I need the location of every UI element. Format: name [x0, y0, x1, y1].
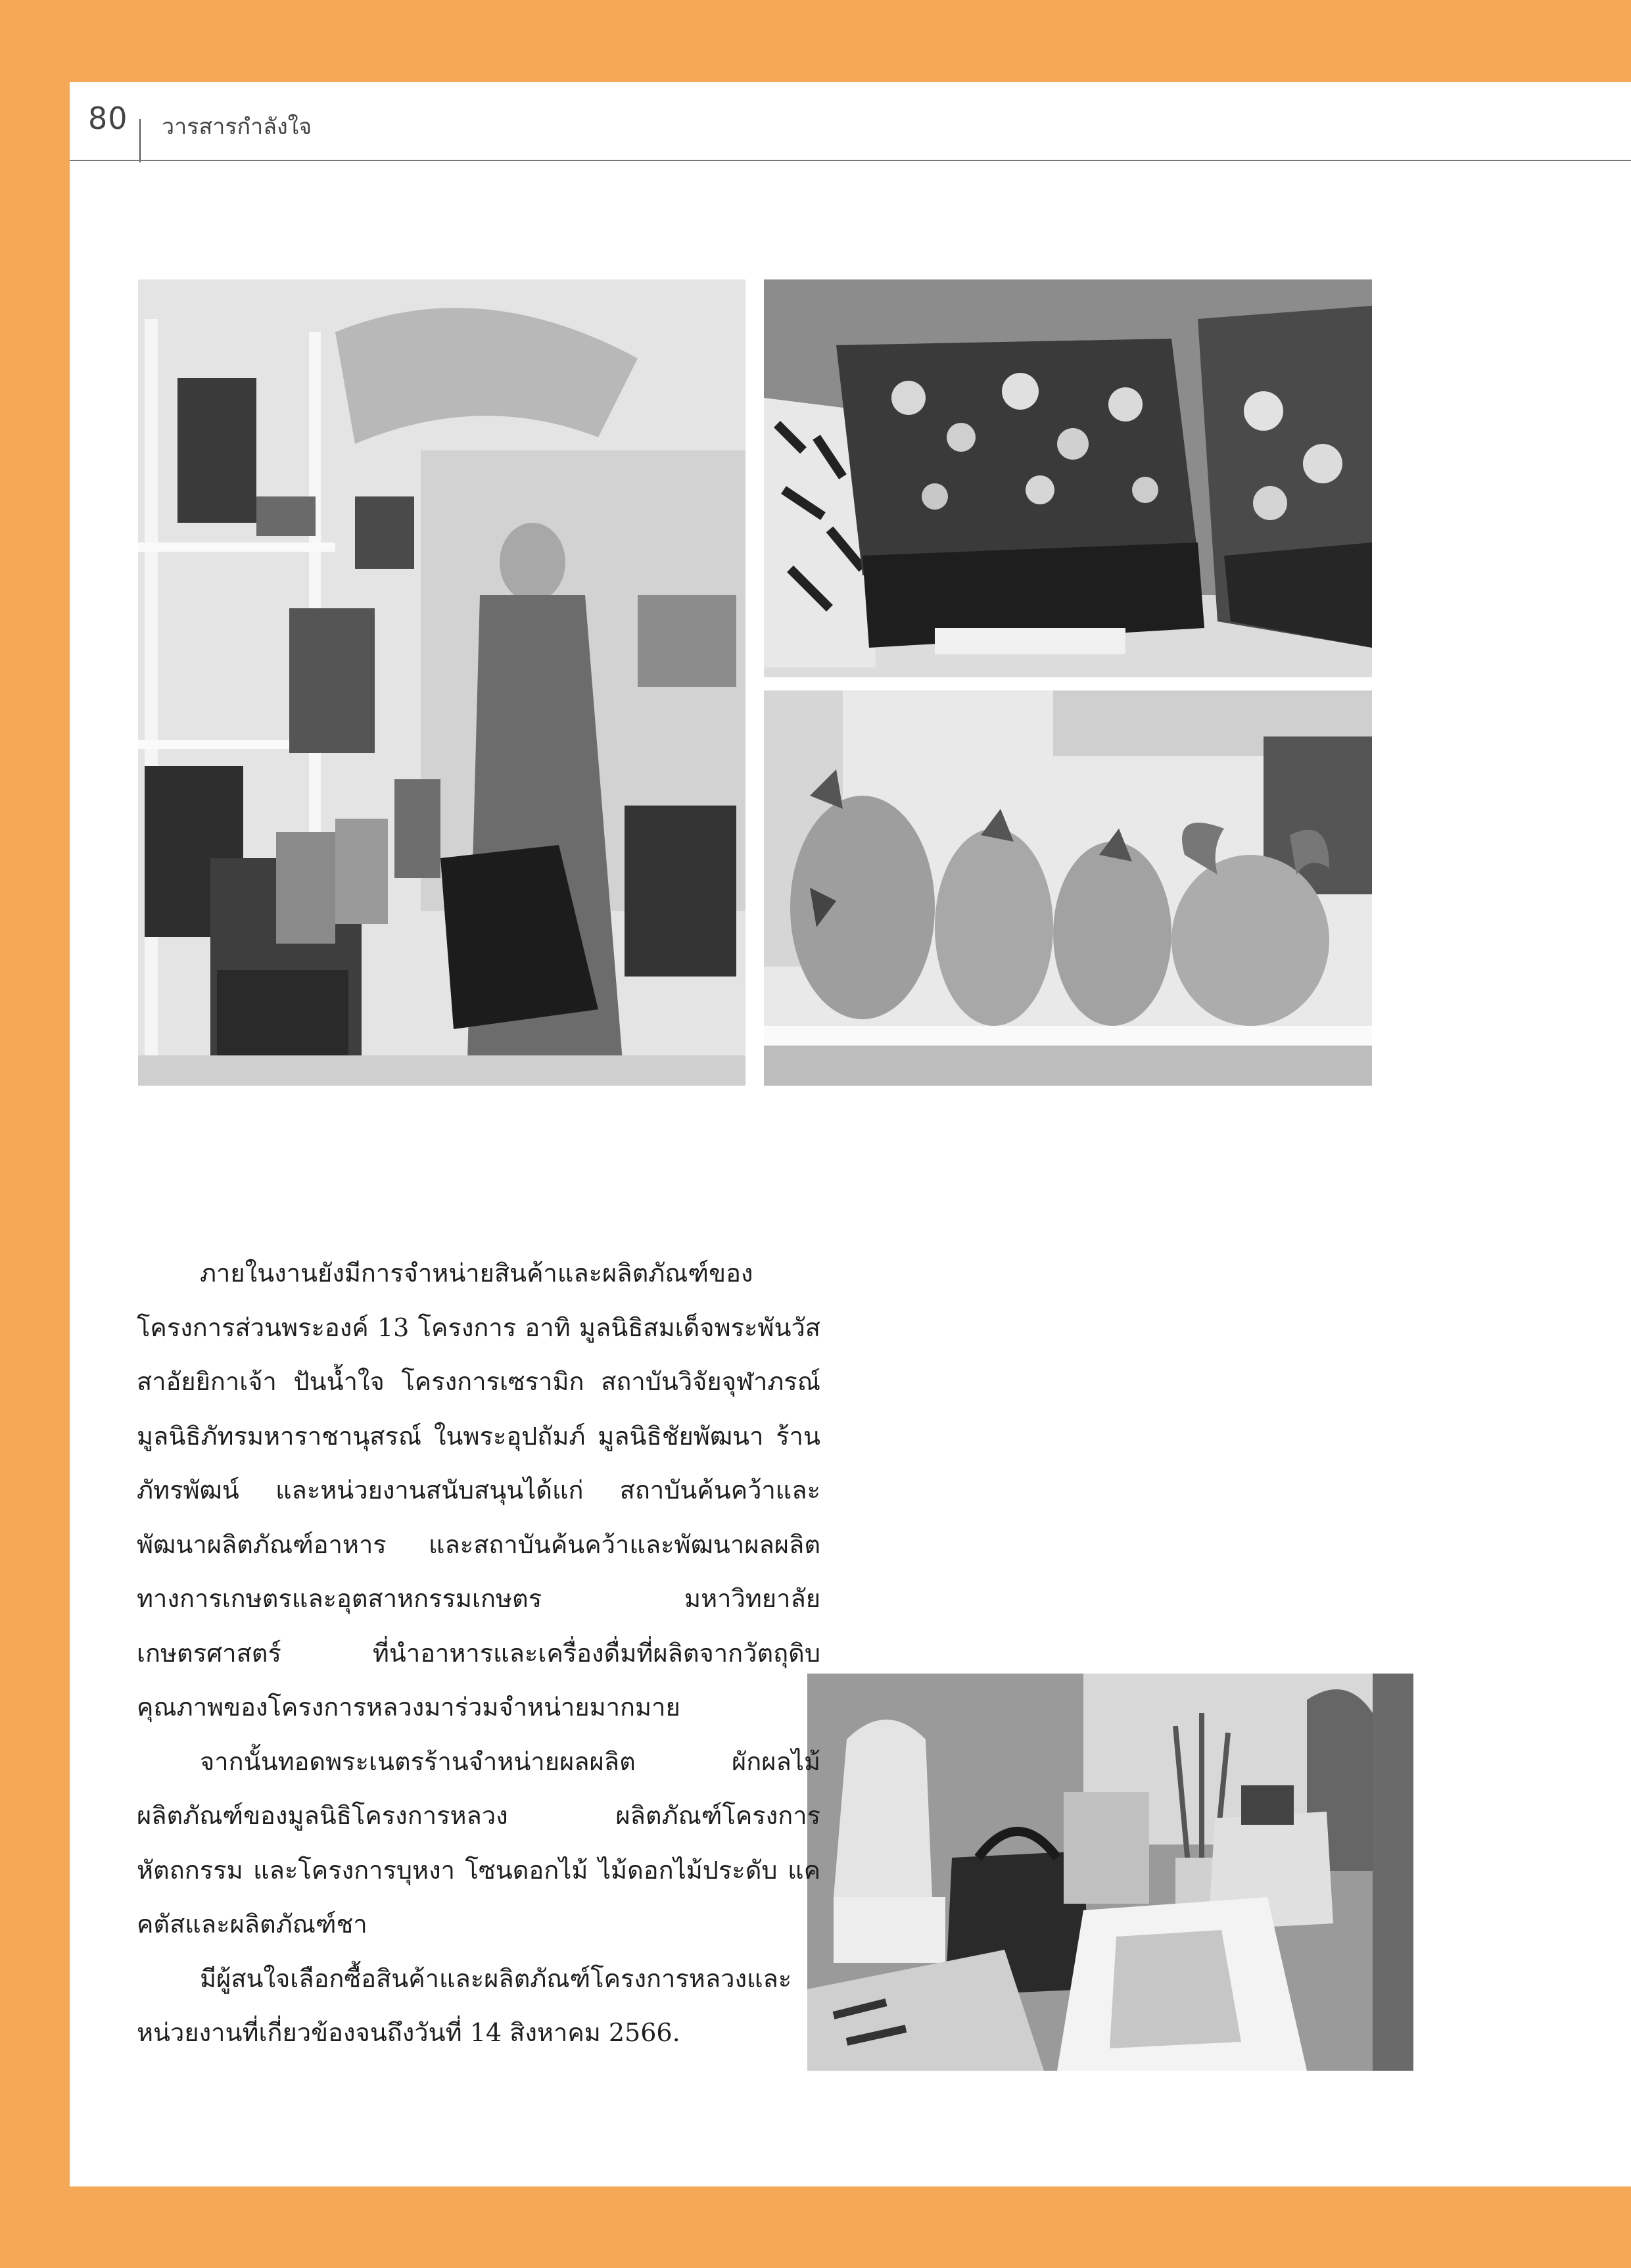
page-number: 80	[88, 101, 128, 136]
shop-shelves-illustration	[138, 279, 745, 1086]
fabric-chickens-illustration	[764, 690, 1372, 1086]
magazine-page	[70, 82, 1631, 2186]
article-paragraph-1: ภายในงานยังมีการจำหน่ายสินค้าและผลิตภัณฑ์ของโครงการส่วนพระองค์ 13 โครงการ อาทิ มูลนิธิสมเด็จพระพันวัสสาอัยยิกาเจ้า ปันน้ำใจ โครงการเซรามิก สถาบันวิจัยจุฬาภรณ์ มูลนิธิภัทรมหาราชานุสรณ์ ในพระอุปถัมภ์ มูลนิธิชัยพัฒนา ร้านภัทรพัฒน์ และหน่วยงานสนับสนุนได้แก่ สถาบันค้นคว้าและพัฒนาผลิตภัณฑ์อาหาร และสถาบันค้นคว้าและพัฒนาผลผลิตทางการเกษตรและอุตสาหกรรมเกษตร มหาวิทยาลัยเกษตรศาสตร์ ที่นำอาหารและเครื่องดื่มที่ผลิตจากวัตถุดิบคุณภาพของโครงการหลวงมาร่วมจำหน่ายมากมาย	[137, 1259, 820, 1722]
bags-display-illustration	[807, 1674, 1413, 2071]
journal-title: วารสารกำลังใจ	[162, 114, 312, 140]
fabric-chickens-photo	[764, 690, 1372, 1086]
bags-display-photo	[807, 1674, 1413, 2071]
article-body	[137, 1246, 820, 2060]
fabric-pouches-illustration	[764, 279, 1372, 677]
article-paragraph-2: จากนั้นทอดพระเนตรร้านจำหน่ายผลผลิต ผักผลไม้ ผลิตภัณฑ์ของมูลนิธิโครงการหลวง ผลิตภัณฑ์โครงการหัตถกรรม และโครงการบุหงา โซนดอกไม้ ไม้ดอกไม้ประดับ แคคตัสและผลิตภัณฑ์ชา	[137, 1747, 820, 1939]
header-divider	[139, 119, 141, 162]
article-paragraph-3: มีผู้สนใจเลือกซื้อสินค้าและผลิตภัณฑ์โครงการหลวงและหน่วยงานที่เกี่ยวข้องจนถึงวันที่ 14 สิงหาคม 2566.	[137, 1964, 792, 2047]
page-header	[70, 82, 1631, 161]
shop-shelves-photo	[138, 279, 745, 1086]
fabric-pouches-photo	[764, 279, 1372, 677]
header-rule	[70, 160, 1631, 161]
